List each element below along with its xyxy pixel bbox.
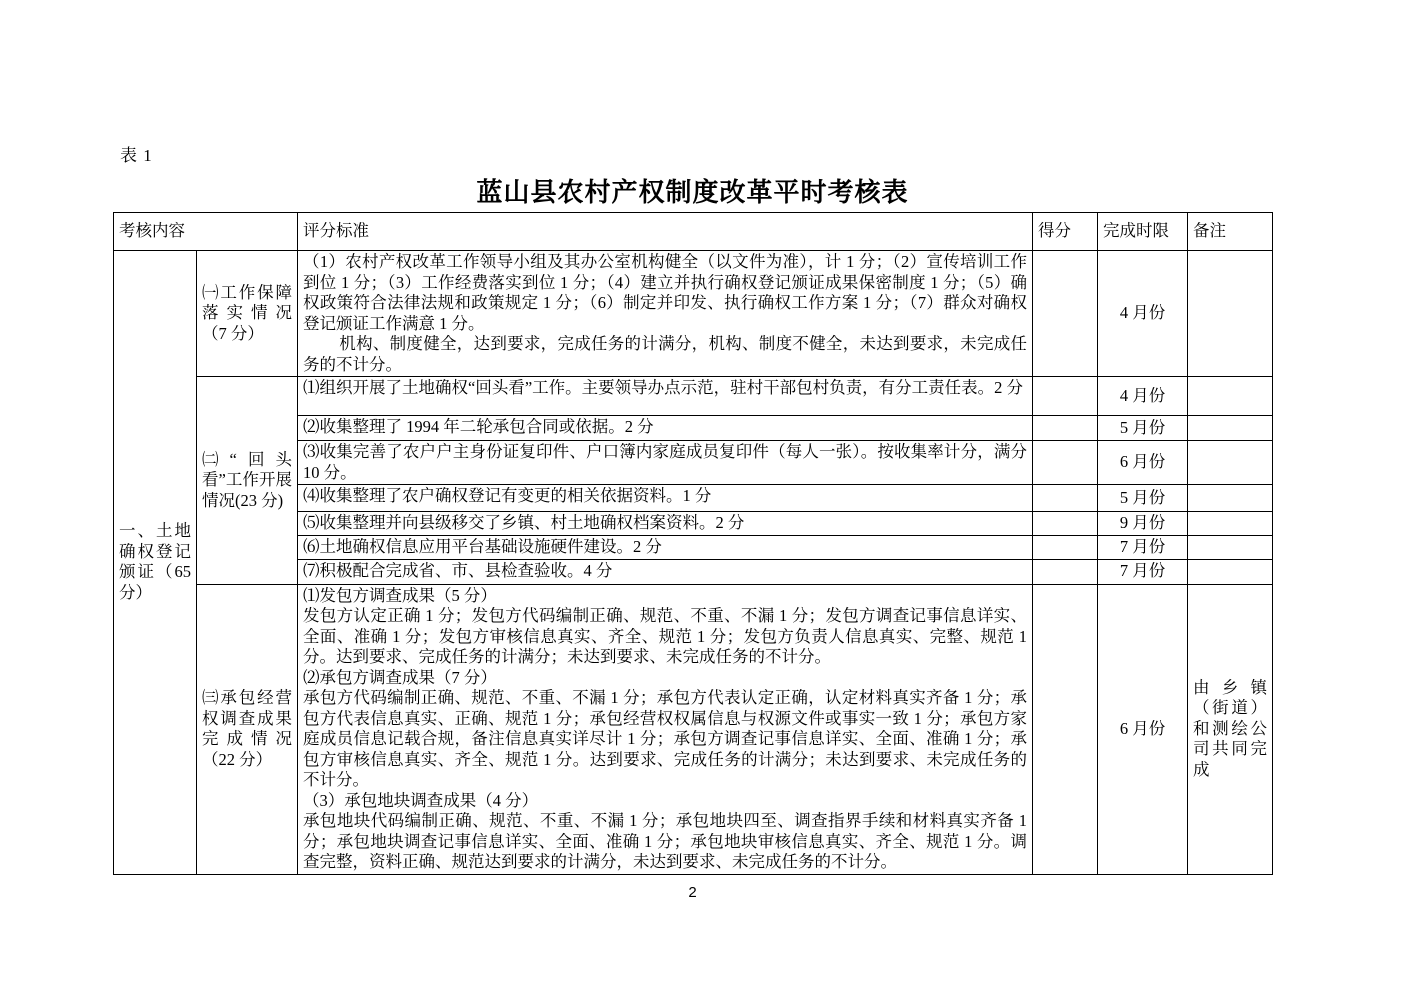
criteria-paragraph: ⑹土地确权信息应用平台基础设施硬件建设。2 分 — [303, 537, 662, 556]
score-cell — [1033, 584, 1098, 874]
deadline-cell: 7 月份 — [1098, 559, 1188, 584]
criteria-cell — [298, 485, 1033, 512]
criteria-cell — [298, 536, 1033, 560]
deadline-cell: 6 月份 — [1098, 584, 1188, 874]
criteria-cell — [298, 441, 1033, 485]
criteria-cell — [298, 512, 1033, 536]
criteria-paragraph: ⑺积极配合完成省、市、县检查验收。4 分 — [303, 560, 613, 580]
table-number-label: 表 1 — [120, 146, 153, 165]
remarks-cell — [1188, 485, 1273, 512]
score-cell — [1033, 416, 1098, 441]
assessment-table — [113, 212, 1273, 875]
remarks-cell — [1188, 377, 1273, 416]
criteria-cell — [298, 251, 1033, 377]
page-number: 2 — [688, 884, 697, 901]
criteria-paragraph: ⑸收集整理并向县级移交了乡镇、村土地确权档案资料。2 分 — [303, 513, 745, 532]
criteria-paragraph: ⑴组织开展了土地确权“回头看”工作。主要领导办点示范，驻村干部包村负责，有分工责任表。2 分 — [303, 378, 1024, 397]
criteria-cell — [298, 416, 1033, 441]
criteria-paragraph: 机构、制度健全，达到要求，完成任务的计满分，机构、制度不健全，未达到要求，未完成任务的不计分。 — [303, 334, 1027, 374]
criteria-paragraph: 承包地块代码编制正确、规范、不重、不漏 1 分；承包地块四至、调查指界手续和材料真实齐备 1 分；承包地块调查记事信息详实、全面、准确 1 分；承包地块审核信息真实、齐全、规范 1 分。调查完整，资料正确、规范达到要求的计满分，未达到要求、未完成任务的不计分。 — [303, 811, 1027, 871]
deadline-cell: 7 月份 — [1098, 536, 1188, 560]
header-cell-remarks: 备注 — [1188, 213, 1273, 251]
criteria-paragraph: ⑴发包方调查成果（5 分） — [303, 585, 497, 605]
deadline-cell: 4 月份 — [1098, 251, 1188, 377]
score-cell — [1033, 377, 1098, 416]
remarks-cell — [1188, 251, 1273, 377]
remarks-cell — [1188, 441, 1273, 485]
criteria-paragraph: 承包方代码编制正确、规范、不重、不漏 1 分；承包方代表认定正确，认定材料真实齐备 1 分；承包方代表信息真实、正确、规范 1 分；承包经营权权属信息与权源文件或事实一致 1 分；承包方家庭成员信息记载合规，备注信息真实详尽计 1 分；承包方调查记事信息详实、全面、准确 1 分；承包方审核信息真实、齐全、规范 1 分。达到要求、完成任务的计满分；未达到要求、未完成任务的不计分。 — [303, 688, 1027, 789]
section2-label-cell: ㈡“回头看”工作开展情况(23 分) — [197, 377, 298, 585]
header-cell-criteria: 评分标准 — [298, 213, 1033, 251]
header-cell-content: 考核内容 — [114, 213, 298, 251]
deadline-cell: 5 月份 — [1098, 485, 1188, 512]
remarks-cell — [1188, 536, 1273, 560]
deadline-cell: 6 月份 — [1098, 441, 1188, 485]
header-cell-score: 得分 — [1033, 213, 1098, 251]
score-cell — [1033, 251, 1098, 377]
criteria-cell — [298, 559, 1033, 584]
deadline-cell: 5 月份 — [1098, 416, 1188, 441]
remarks-cell — [1188, 559, 1273, 584]
remarks-cell — [1188, 416, 1273, 441]
criteria-paragraph: 发包方认定正确 1 分；发包方代码编制正确、规范、不重、不漏 1 分；发包方调查记事信息详实、全面、准确 1 分；发包方审核信息真实、齐全、规范 1 分；发包方负责人信息真实、完整、规范 1 分。达到要求、完成任务的计满分；未达到要求、未完成任务的不计分。 — [303, 606, 1027, 666]
table-row-section2-1 — [114, 377, 1273, 416]
criteria-paragraph: （1）农村产权改革工作领导小组及其办公室机构健全（以文件为准），计 1 分；（2）宣传培训工作到位 1 分；（3）工作经费落实到位 1 分；（4）建立并执行确权登记颁证成果保密制度 1 分；（5）确权政策符合法律法规和政策规定 1 分；（6）制定并印发、执行确权工作方案 1 分；（7）群众对确权登记颁证工作满意 1 分。 — [303, 252, 1027, 333]
score-cell — [1033, 512, 1098, 536]
remarks-cell: 由乡镇（街道）和测绘公司共同完成 — [1188, 584, 1273, 874]
document-title: 蓝山县农村产权制度改革平时考核表 — [476, 177, 909, 207]
remarks-cell — [1188, 512, 1273, 536]
criteria-paragraph: ⑵承包方调查成果（7 分） — [303, 667, 497, 687]
criteria-cell — [298, 584, 1033, 874]
category-cell: 一、土地确权登记颁证（65 分） — [114, 251, 197, 875]
score-cell — [1033, 441, 1098, 485]
score-cell — [1033, 485, 1098, 512]
table-header-row — [114, 213, 1273, 251]
criteria-paragraph: （3）承包地块调查成果（4 分） — [303, 790, 539, 810]
score-cell — [1033, 536, 1098, 560]
score-cell — [1033, 559, 1098, 584]
deadline-cell: 9 月份 — [1098, 512, 1188, 536]
section3-label-cell: ㈢承包经营权调查成果完成情况（22 分） — [197, 584, 298, 874]
criteria-paragraph: ⑷收集整理了农户确权登记有变更的相关依据资料。1 分 — [303, 486, 712, 505]
criteria-paragraph: ⑶收集完善了农户户主身份证复印件、户口簿内家庭成员复印件（每人一张）。按收集率计分，满分 10 分。 — [303, 442, 1027, 482]
table-row-section1 — [114, 251, 1273, 377]
header-cell-deadline: 完成时限 — [1098, 213, 1188, 251]
criteria-paragraph: ⑵收集整理了 1994 年二轮承包合同或依据。2 分 — [303, 417, 654, 436]
table-row-section3 — [114, 584, 1273, 874]
criteria-cell — [298, 377, 1033, 416]
section1-label-cell: ㈠工作保障落实情况（7 分） — [197, 251, 298, 377]
deadline-cell: 4 月份 — [1098, 377, 1188, 416]
